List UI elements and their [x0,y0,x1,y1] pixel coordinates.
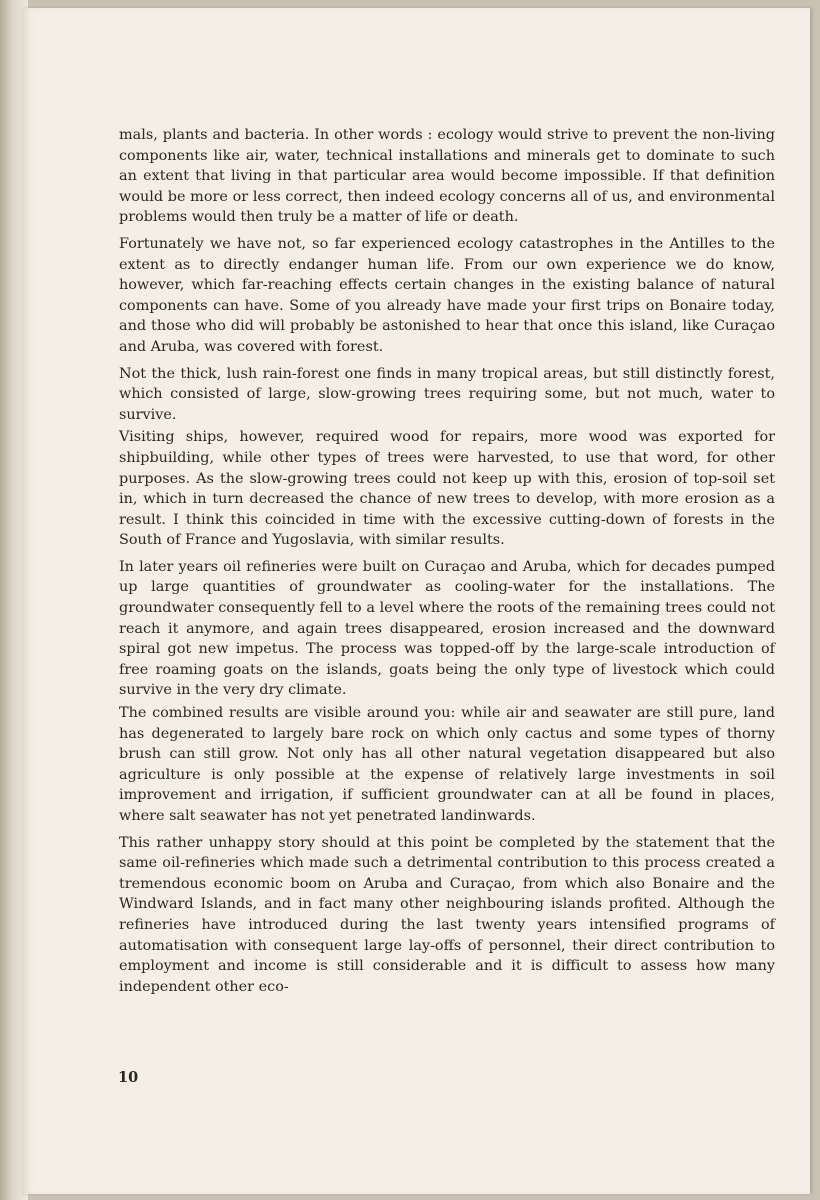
body-text [119,125,775,1003]
paragraph: In later years oil refineries were built on Curaçao and Aruba, which for decades pumped up large quantities of groundwater as cooling-water for the installations. The groundwater consequently fell to a level where the roots of the remaining trees could not reach it anymore, and again trees disappeared, erosion increased and the downward spiral got new impetus. The process was topped-off by the large-scale introduction of free roaming goats on the islands, goats being the only type of livestock which could survive in the very dry climate. [119,558,775,699]
paragraph: Visiting ships, however, required wood for repairs, more wood was exported for shipbuilding, while other types of trees were harvested, to use that word, for other purposes. As the slow-growing trees could not keep up with this, erosion of top-soil set in, which in turn decreased the chance of new trees to develop, with more erosion as a result. I think this coincided in time with the excessive cutting-down of forests in the South of France and Yugoslavia, with similar results. [119,429,775,549]
paragraph: Fortunately we have not, so far experienced ecology catastrophes in the Antilles to the extent as to directly endanger human life. From our own experience we do know, however, which far-reaching effects certain changes in the existing balance of natural components can have. Some of you already have made your first trips on Bonaire today, and those who did will probably be astonished to hear that once this island, like Curaçao and Aruba, was covered with forest. [119,235,775,355]
paragraph: Not the thick, lush rain-forest one finds in many tropical areas, but still distinctly forest, which consisted of large, slow-growing trees requiring some, but not much, water to survive. [119,365,775,423]
paragraph: This rather unhappy story should at this point be completed by the statement that the same oil-refineries which made such a detrimental contribution to this process created a tremendous economic boom on Aruba and Curaçao, from which also Bonaire and the Windward Islands, and in fact many other neighbouring islands profited. Although the refineries have introduced during the last twenty years intensified programs of automatisation with consequent large lay-offs of personnel, their direct contribution to employment and income is still considerable and it is difficult to assess how many independent other eco- [119,834,775,995]
paragraph: The combined results are visible around you: while air and seawater are still pure, land has degenerated to largely bare rock on which only cactus and some types of thorny brush can still grow. Not only has all other natural vegetation disappeared but also agriculture is only possible at the expense of relatively large investments in soil improvement and irrigation, if sufficient groundwater can at all be found in places, where salt seawater has not yet penetrated landinwards. [119,705,775,824]
paragraph: mals, plants and bacteria. In other words : ecology would strive to prevent the non-living components like air, water, technical installations and minerals get to dominate to such an extent that living in that particular area would become impossible. If that definition would be more or less correct, then indeed ecology concerns all of us, and environmental problems would then truly be a matter of life or death. [119,127,775,226]
page-number: 10 [118,1069,139,1086]
